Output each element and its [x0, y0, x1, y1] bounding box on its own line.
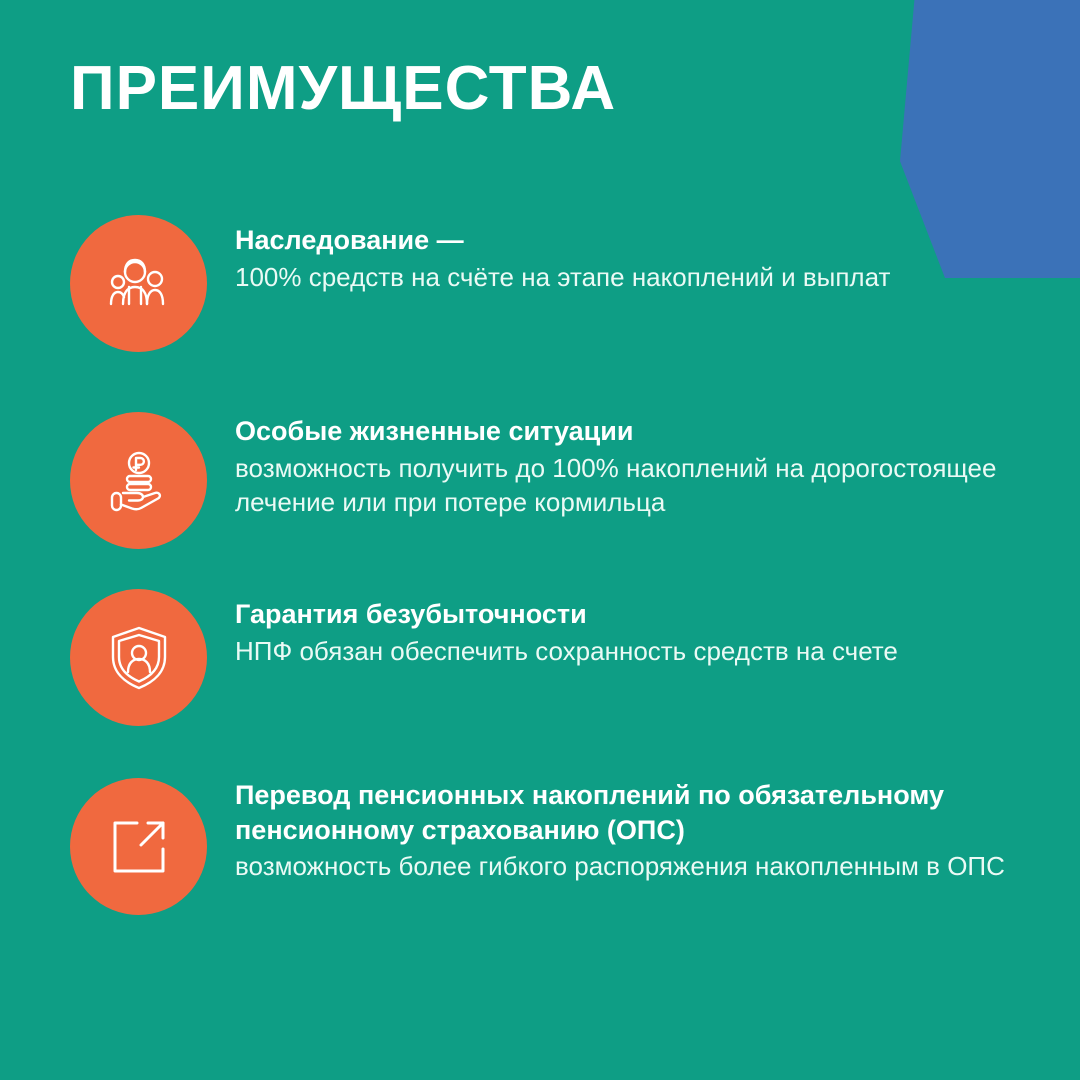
benefit-description: НПФ обязан обеспечить сохранность средств на счете	[235, 635, 898, 666]
benefit-icon-badge	[70, 412, 207, 549]
benefit-text	[235, 412, 1020, 520]
benefit-title: Наследование —	[235, 225, 464, 255]
benefit-text	[235, 778, 1020, 884]
list-item	[70, 778, 1020, 915]
benefit-icon-badge	[70, 778, 207, 915]
benefit-title: Гарантия безубыточности	[235, 599, 587, 629]
export-arrow-icon	[101, 809, 177, 885]
hand-with-coins-ruble-icon	[101, 443, 177, 519]
benefit-title: Особые жизненные ситуации	[235, 416, 634, 446]
benefit-description: возможность получить до 100% накоплений на дорогостоящее лечение или при потере кормильца	[235, 452, 997, 518]
benefit-description: возможность более гибкого распоряжения накопленным в ОПС	[235, 851, 1005, 882]
list-item	[70, 412, 1020, 549]
benefit-icon-badge	[70, 215, 207, 352]
benefit-icon-badge	[70, 589, 207, 726]
benefit-text	[235, 589, 898, 668]
shield-person-icon	[101, 620, 177, 696]
list-item	[70, 215, 1020, 352]
family-icon	[101, 246, 177, 322]
page-title: ПРЕИМУЩЕСТВА	[70, 54, 617, 123]
list-item	[70, 589, 1020, 726]
benefit-text	[235, 215, 890, 294]
benefits-list	[70, 215, 1020, 961]
benefit-description: 100% средств на счёте на этапе накоплений и выплат	[235, 261, 891, 292]
benefit-title: Перевод пенсионных накоплений по обязательному пенсионному страхованию (ОПС)	[235, 780, 945, 845]
